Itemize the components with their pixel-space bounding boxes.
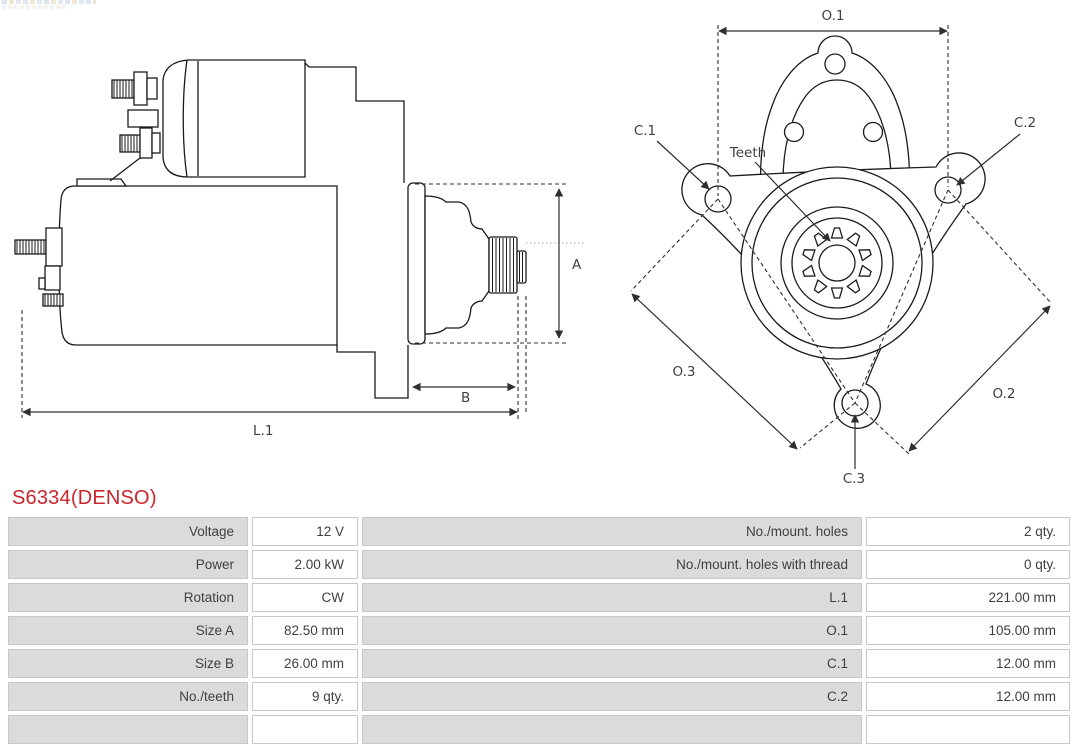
spec-value: 221.00 mm [866,583,1070,612]
body-top-ledge [77,179,126,186]
dimension-label-o1: O.1 [821,8,845,24]
spec-value: 0 qty. [866,550,1070,579]
table-row-partial [252,715,358,744]
starter-front-view-diagram [600,0,1080,490]
spec-label: O.1 [362,616,862,645]
spec-value: 105.00 mm [866,616,1070,645]
shaft-bore [819,245,855,281]
dimension-label-c1: C.1 [633,123,657,139]
spec-value: 26.00 mm [252,649,358,678]
drive-bracket [305,63,404,183]
spec-label: Size B [8,649,248,678]
spec-value: 12 V [252,517,358,546]
mounting-flange-edge [408,183,425,344]
dimension-label-c3: C.3 [842,471,866,487]
arch-left-hole [785,123,804,142]
shaft-end-cap [517,251,526,283]
left-lower-block [45,266,60,290]
starter-side-view-diagram [0,0,600,470]
spec-table [8,517,1070,744]
spec-value: CW [252,583,358,612]
spec-value: 2 qty. [866,517,1070,546]
left-lower-tab [39,278,45,289]
dimension-label-a: A [572,257,582,273]
solenoid-terminal-nut-lower [140,128,152,158]
spec-label: Rotation [8,583,248,612]
spec-label: No./teeth [8,682,248,711]
solenoid-terminal-collar-lower [152,133,160,153]
spec-label: L.1 [362,583,862,612]
spec-value: 82.50 mm [252,616,358,645]
spec-label: C.2 [362,682,862,711]
dimension-label-b: B [461,390,471,406]
spec-label: Voltage [8,517,248,546]
spec-value: 12.00 mm [866,649,1070,678]
motor-body [59,186,337,345]
solenoid-terminal-tab [128,110,158,127]
spec-label: No./mount. holes with thread [362,550,862,579]
solenoid-terminal-nut-upper [134,72,147,105]
dimension-label-c2: C.2 [1013,115,1037,131]
spec-label: No./mount. holes [362,517,862,546]
table-row-partial [8,715,248,744]
arch-top-hole [825,54,845,74]
dimension-label-l1: L.1 [253,423,274,439]
table-row-partial [866,715,1070,744]
part-number-title: S6334(DENSO) [12,487,157,509]
arch-right-hole [864,123,883,142]
spec-value: 9 qty. [252,682,358,711]
dimension-label-o2: O.2 [992,386,1016,402]
spec-label: C.1 [362,649,862,678]
spec-label: Power [8,550,248,579]
left-terminal-block [46,228,62,266]
terminal-wire [110,158,140,181]
mounting-foot [337,345,408,398]
table-row-partial [362,715,862,744]
spec-value: 2.00 kW [252,550,358,579]
solenoid-terminal-collar-upper [147,78,157,99]
spec-value: 12.00 mm [866,682,1070,711]
drive-end-housing [425,196,489,334]
teeth-label: Teeth [729,145,767,161]
dimension-label-o3: O.3 [672,364,696,380]
spec-label: Size A [8,616,248,645]
